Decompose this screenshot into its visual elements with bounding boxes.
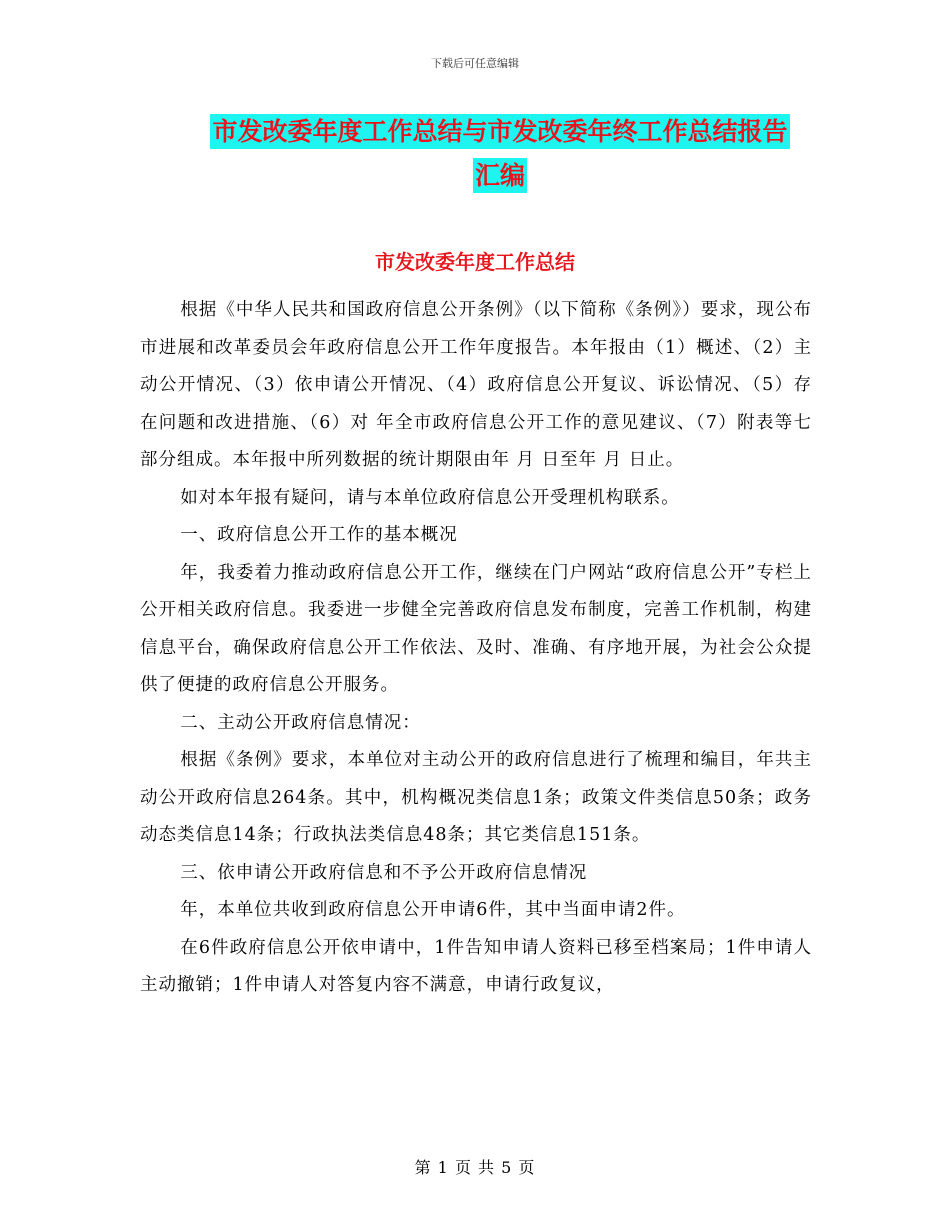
document-title-line-2: 汇编: [473, 158, 527, 193]
section-heading: 二、主动公开政府信息情况：: [180, 712, 421, 733]
page-number: 第 1 页 共 5 页: [414, 1158, 536, 1177]
paragraph: 年，我委着力推动政府信息公开工作，继续在门户网站“政府信息公开”专栏上公开相关政府信息。我委进一步健全完善政府信息发布制度，完善工作机制，构建信息平台，确保政府信息公开工作依法、及时、准确、有序地开展，为社会公众提供了便捷的政府信息公开服务。: [140, 562, 812, 695]
document-title-line-1: 市发改委年度工作总结与市发改委年终工作总结报告: [210, 114, 789, 149]
section-title: 市发改委年度工作总结: [375, 250, 575, 274]
document-title: [140, 110, 860, 198]
paragraph: 根据《中华人民共和国政府信息公开条例》（以下简称《条例》）要求，现公布市进展和改革委员会年政府信息公开工作年度报告。本年报由（1）概述、（2）主动公开情况、（3）依申请公开情况、（4）政府信息公开复议、诉讼情况、（5）存在问题和改进措施、（6）对 年全市政府信息公开工作的意见建议、（7）附表等七部分组成。本年报中所列数据的统计期限由年 月 日至年 月 日止。: [140, 300, 812, 470]
paragraph: 在6件政府信息公开依申请中，1件告知申请人资料已移至档案局；1件申请人主动撤销；1件申请人对答复内容不满意，申请行政复议，: [140, 937, 812, 995]
paragraph: 年，本单位共收到政府信息公开申请6件，其中当面申请2件。: [180, 900, 686, 920]
section-heading: 一、政府信息公开工作的基本概况: [180, 525, 458, 545]
paragraph: 如对本年报有疑问，请与本单位政府信息公开受理机构联系。: [180, 487, 680, 508]
header-note: 下载后可任意编辑: [431, 57, 519, 70]
paragraph: 根据《条例》要求，本单位对主动公开的政府信息进行了梳理和编目，年共主动公开政府信息264条。其中，机构概况类信息1条；政策文件类信息50条；政务动态类信息14条；行政执法类信息48条；其它类信息151条。: [140, 750, 812, 845]
document-body: [140, 292, 812, 1005]
section-heading: 三、依申请公开政府信息和不予公开政府信息情况: [180, 862, 588, 883]
